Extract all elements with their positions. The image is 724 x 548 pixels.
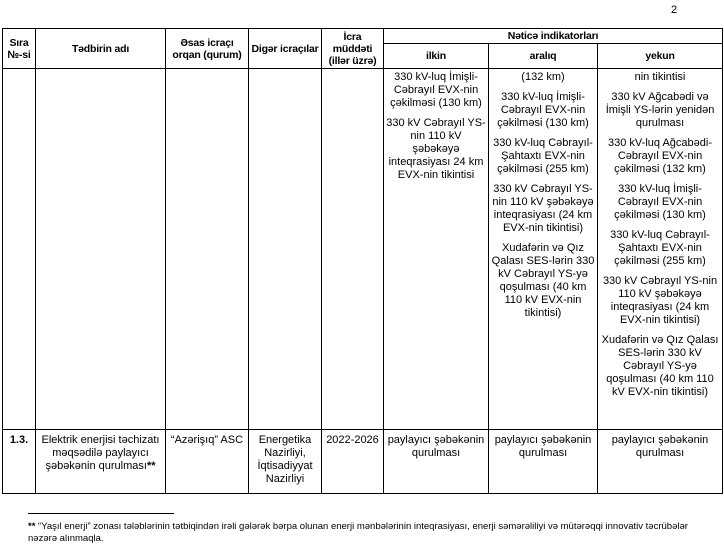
header-row-group <box>3 29 723 44</box>
cell-execution-period: 2022-2026 <box>322 430 384 494</box>
header-araliq: aralıq <box>489 44 598 69</box>
cell-empty-period <box>322 69 384 430</box>
footnote-marker-ref: ** <box>146 460 156 472</box>
action-plan-table <box>2 28 723 494</box>
header-ilkin: ilkin <box>384 44 489 69</box>
cell-row-number: 1.3. <box>3 430 36 494</box>
indicator-item: 330 kV Cəbrayıl YS-nin 110 kV şəbəkəyə inteqrasiyası 24 km EVX-nin tikintisi <box>386 117 486 181</box>
header-yekun: yekun <box>598 44 723 69</box>
indicator-item: paylayıcı şəbəkənin qurulması <box>387 434 485 459</box>
indicator-item: Xudafərin və Qız Qalası SES-lərin 330 kV Cəbrayıl YS-yə qoşulması (40 km 110 kV EVX-nin tikintisi) <box>601 334 719 398</box>
page-number: 2 <box>670 4 678 16</box>
indicator-item: 330 kV Cəbrayıl YS-nin 110 kV şəbəkəyə inteqrasiyası (24 km EVX-nin tikintisi) <box>492 183 594 234</box>
header-sira-no: Sıra №-si <box>3 29 36 69</box>
indicator-item: 330 kV-luq İmişli-Cəbrayıl EVX-nin çəkilməsi (130 km) <box>497 91 589 129</box>
cell-yekun-indicators <box>598 430 723 494</box>
indicator-item: paylayıcı şəbəkənin qurulması <box>611 434 709 459</box>
cell-main-executor: “Azərişıq” ASC <box>166 430 249 494</box>
cell-araliq-indicators <box>489 69 598 430</box>
cell-empty-others <box>249 69 322 430</box>
cell-ilkin-indicators <box>384 430 489 494</box>
table-row-1-3 <box>3 430 723 494</box>
cell-empty-no <box>3 69 36 430</box>
header-esas-icraci-orqan: Əsas icraçı orqan (qurum) <box>166 29 249 69</box>
header-diger-icracilar: Digər icraçılar <box>249 29 322 69</box>
indicator-item: 330 kV Cəbrayıl YS-nin 110 kV şəbəkəyə inteqrasiyası (24 km EVX-nin tikintisi) <box>602 275 718 326</box>
footnote-text <box>28 521 704 544</box>
header-netice-indikatorlari: Nəticə indikatorları <box>384 29 723 44</box>
indicator-item: 330 kV-luq Ağcabədi-Cəbrayıl EVX-nin çəkilməsi (132 km) <box>608 137 712 175</box>
indicator-item: paylayıcı şəbəkənin qurulması <box>494 434 592 459</box>
cell-other-executors: Energetika Nazirliyi, İqtisadiyyat Nazirliyi <box>249 430 322 494</box>
cell-yekun-indicators <box>598 69 723 430</box>
header-tedbirin-adi: Tədbirin adı <box>36 29 166 69</box>
footnote <box>28 513 704 544</box>
measure-name-text: Elektrik enerjisi təchizatı məqsədilə paylayıcı şəbəkənin qurulması <box>41 434 160 472</box>
indicator-item: 330 kV-luq İmişli-Cəbrayıl EVX-nin çəkilməsi (130 km) <box>390 71 482 109</box>
indicator-item: 330 kV-luq Cəbrayıl- Şahtaxtı EVX-nin çəkilməsi (255 km) <box>493 137 593 175</box>
header-icra-muddeti: İcra müddəti (illər üzrə) <box>322 29 384 69</box>
cell-empty-name <box>36 69 166 430</box>
indicator-item: (132 km) <box>521 71 565 83</box>
cell-araliq-indicators <box>489 430 598 494</box>
indicator-item: 330 kV-luq İmişli-Cəbrayıl EVX-nin çəkilməsi (130 km) <box>614 183 706 221</box>
indicator-item: Xudafərin və Qız Qalası SES-lərin 330 kV Cəbrayıl YS-yə qoşulması (40 km 110 kV EVX-nin tikintisi) <box>491 242 595 319</box>
footnote-marker: ** <box>28 521 36 532</box>
indicator-item: nin tikintisi <box>634 71 686 83</box>
indicator-item: 330 kV-luq Cəbrayıl-Şahtaxtı EVX-nin çəkilməsi (255 km) <box>610 229 710 267</box>
cell-measure-name <box>36 430 166 494</box>
footnote-separator-rule <box>28 513 174 514</box>
cell-ilkin-indicators <box>384 69 489 430</box>
cell-empty-organ <box>166 69 249 430</box>
table-row-continuation <box>3 69 723 430</box>
footnote-body: “Yaşıl enerji” zonası tələblərinin tətbiqindən irəli gələrək bərpa olunan enerji mənbələrinin inteqrasiyası, enerji səmərəliliyi və mütərəqqi innovativ təcrübələr nəzərə alınmaqla. <box>28 521 688 544</box>
indicator-item: 330 kV Ağcabədi və İmişli YS-lərin yenidən qurulması <box>605 91 715 129</box>
